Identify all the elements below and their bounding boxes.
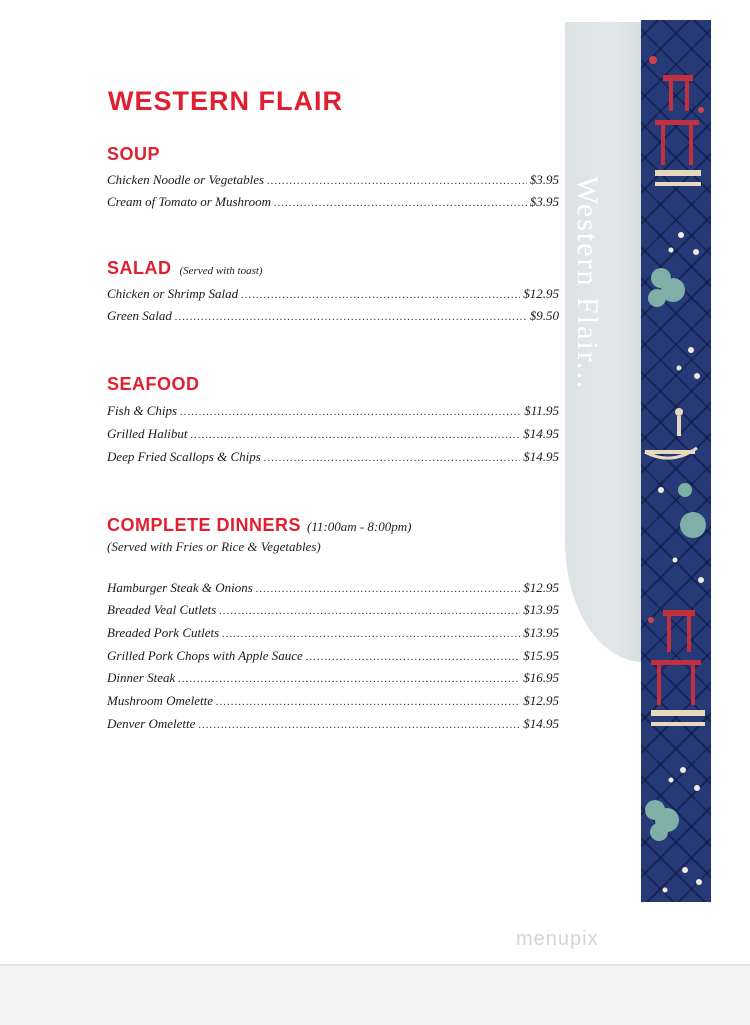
section-title-soup: SOUP	[107, 144, 161, 164]
section-title-dinners	[107, 515, 411, 536]
menu-item	[107, 580, 559, 598]
menu-item	[107, 426, 559, 444]
item-price: $9.50	[529, 308, 559, 323]
item-price: $12.95	[523, 580, 559, 595]
dot-leader	[216, 696, 520, 708]
dot-leader	[306, 651, 520, 663]
item-price: $14.95	[523, 716, 559, 731]
item-name: Chicken or Shrimp Salad	[107, 286, 239, 301]
menu-item	[107, 716, 559, 734]
item-price: $14.95	[523, 449, 559, 464]
menu-item	[107, 449, 559, 467]
item-price: $14.95	[523, 426, 559, 441]
dot-leader	[264, 452, 520, 464]
menu-item	[107, 403, 559, 421]
menu-item	[107, 172, 559, 190]
item-name: Grilled Halibut	[107, 426, 188, 441]
item-name: Chicken Noodle or Vegetables	[107, 172, 265, 187]
item-price: $12.95	[523, 693, 559, 708]
menu-item	[107, 194, 559, 212]
dot-leader	[219, 605, 520, 617]
menu-item	[107, 670, 559, 688]
menu-item	[107, 286, 559, 304]
dinners-hours: (11:00am - 8:00pm)	[307, 519, 412, 534]
dot-leader	[222, 628, 520, 640]
item-price: $3.95	[529, 194, 559, 209]
menu-title: WESTERN FLAIR	[108, 86, 343, 116]
item-price: $15.95	[523, 648, 559, 663]
dot-leader	[180, 406, 521, 418]
item-name: Mushroom Omelette	[107, 693, 214, 708]
menu-item	[107, 648, 559, 666]
item-name: Denver Omelette	[107, 716, 196, 731]
side-title: Western Flair...	[571, 176, 604, 391]
item-name: Deep Fried Scallops & Chips	[107, 449, 261, 464]
decorative-fabric-border	[641, 20, 711, 902]
dinners-title-text: COMPLETE DINNERS	[107, 515, 302, 535]
item-name: Green Salad	[107, 308, 172, 323]
item-price: $16.95	[523, 670, 559, 685]
menu-item	[107, 693, 559, 711]
item-name: Fish & Chips	[107, 403, 178, 418]
item-price: $3.95	[529, 172, 559, 187]
item-price: $13.95	[523, 625, 559, 640]
watermark-logo: menupix	[516, 928, 599, 950]
item-name: Hamburger Steak & Onions	[107, 580, 253, 595]
salad-title-text: SALAD	[107, 258, 172, 278]
dot-leader	[241, 289, 520, 301]
pagoda-pattern-illustration	[641, 20, 711, 902]
scanner-margin	[0, 966, 750, 1025]
dinners-served-note: (Served with Fries or Rice & Vegetables)	[107, 539, 321, 554]
item-price: $11.95	[524, 403, 559, 418]
item-price: $12.95	[523, 286, 559, 301]
dot-leader	[175, 311, 527, 323]
salad-note: (Served with toast)	[179, 265, 263, 277]
dot-leader	[178, 673, 520, 685]
menu-item	[107, 308, 559, 326]
section-title-seafood: SEAFOOD	[107, 374, 200, 394]
menu-item	[107, 625, 559, 643]
item-name: Dinner Steak	[107, 670, 176, 685]
item-price: $13.95	[523, 602, 559, 617]
dot-leader	[274, 197, 527, 209]
dot-leader	[198, 719, 520, 731]
menu-item	[107, 602, 559, 620]
item-name: Cream of Tomato or Mushroom	[107, 194, 271, 209]
item-name: Breaded Pork Cutlets	[107, 625, 220, 640]
section-title-salad	[107, 258, 263, 279]
dot-leader	[256, 583, 520, 595]
item-name: Grilled Pork Chops with Apple Sauce	[107, 648, 303, 663]
dot-leader	[267, 175, 527, 187]
dot-leader	[191, 429, 521, 441]
item-name: Breaded Veal Cutlets	[107, 602, 217, 617]
